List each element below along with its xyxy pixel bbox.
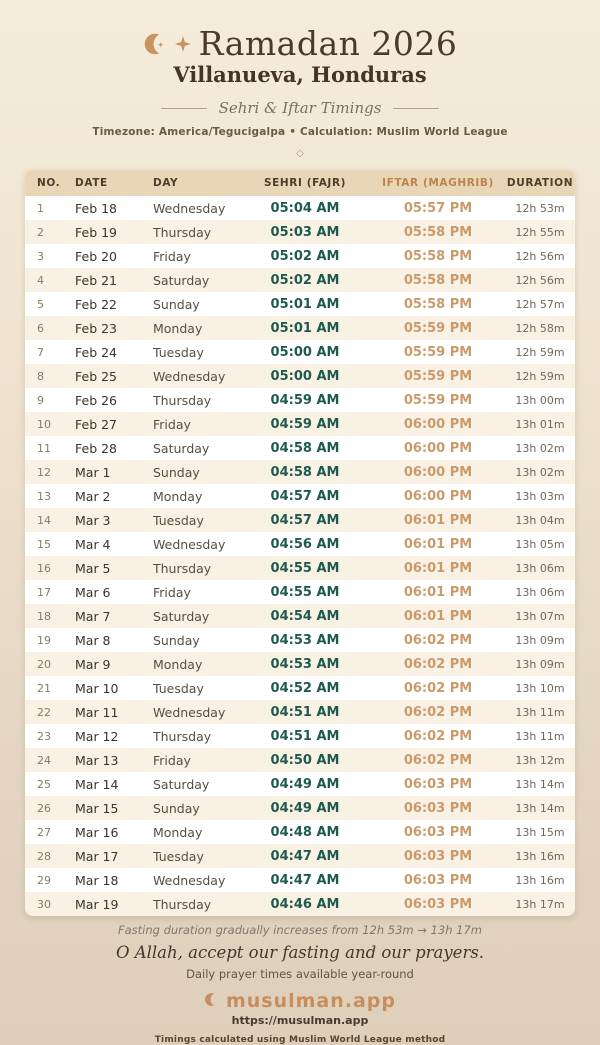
timings-table — [25, 170, 575, 916]
day-cell: Saturday — [153, 776, 210, 792]
iftar-time-cell: 05:59 PM — [403, 368, 473, 384]
row-number-cell: 22 — [37, 705, 51, 719]
iftar-time-cell: 05:57 PM — [403, 200, 473, 216]
iftar-time-cell: 05:58 PM — [403, 272, 473, 288]
iftar-time-cell: 06:01 PM — [403, 560, 473, 576]
brand-line — [116, 990, 484, 1012]
table-row — [25, 316, 575, 340]
table-row — [25, 556, 575, 580]
row-number-cell: 11 — [37, 441, 51, 455]
iftar-time-cell: 06:02 PM — [403, 680, 473, 696]
iftar-time-cell: 06:01 PM — [403, 536, 473, 552]
table-row — [25, 436, 575, 460]
day-cell: Friday — [153, 584, 191, 600]
iftar-time-cell: 06:02 PM — [403, 656, 473, 672]
row-number-cell: 5 — [37, 297, 44, 311]
row-number-cell: 15 — [37, 537, 51, 551]
day-cell: Sunday — [153, 800, 200, 816]
date-cell: Mar 5 — [75, 560, 111, 576]
iftar-time-cell: 06:03 PM — [403, 776, 473, 792]
date-cell: Mar 19 — [75, 896, 119, 912]
iftar-time-cell: 06:02 PM — [403, 704, 473, 720]
date-cell: Feb 27 — [75, 416, 118, 432]
sehri-time-cell: 05:02 AM — [270, 248, 340, 264]
day-cell: Tuesday — [153, 680, 204, 696]
sehri-time-cell: 04:52 AM — [270, 680, 340, 696]
day-cell: Thursday — [153, 224, 212, 240]
day-cell: Tuesday — [153, 512, 204, 528]
row-number-cell: 18 — [37, 609, 51, 623]
day-cell: Thursday — [153, 560, 212, 576]
sehri-time-cell: 05:00 AM — [270, 368, 340, 384]
date-cell: Mar 18 — [75, 872, 119, 888]
iftar-time-cell: 06:03 PM — [403, 872, 473, 888]
iftar-time-cell: 05:59 PM — [403, 320, 473, 336]
timings-subtitle: Sehri & Iftar Timings — [218, 99, 382, 118]
row-number-cell: 9 — [37, 393, 44, 407]
row-number-cell: 13 — [37, 489, 51, 503]
date-cell: Mar 13 — [75, 752, 119, 768]
page-title: Ramadan 2026 — [198, 24, 458, 63]
row-number-cell: 2 — [37, 225, 44, 239]
day-cell: Friday — [153, 752, 191, 768]
table-row — [25, 844, 575, 868]
duration-cell: 13h 11m — [515, 705, 565, 719]
date-cell: Feb 20 — [75, 248, 118, 264]
duration-cell: 12h 56m — [515, 249, 565, 263]
iftar-time-cell: 05:59 PM — [403, 344, 473, 360]
date-cell: Mar 17 — [75, 848, 119, 864]
table-row — [25, 412, 575, 436]
sehri-time-cell: 04:49 AM — [270, 800, 340, 816]
date-cell: Mar 11 — [75, 704, 119, 720]
day-cell: Sunday — [153, 464, 200, 480]
table-row — [25, 700, 575, 724]
day-cell: Monday — [153, 824, 203, 840]
duration-cell: 12h 55m — [515, 225, 565, 239]
table-header — [25, 170, 575, 196]
sehri-time-cell: 05:03 AM — [270, 224, 340, 240]
row-number-cell: 1 — [37, 201, 44, 215]
iftar-time-cell: 06:02 PM — [403, 632, 473, 648]
day-cell: Tuesday — [153, 848, 204, 864]
iftar-time-cell: 06:00 PM — [403, 416, 473, 432]
row-number-cell: 10 — [37, 417, 51, 431]
col-header-sehri: SEHRI (FAJR) — [239, 170, 371, 196]
duration-cell: 13h 12m — [515, 753, 565, 767]
timings-table-body — [25, 196, 575, 916]
day-cell: Wednesday — [153, 368, 226, 384]
iftar-time-cell: 06:00 PM — [403, 488, 473, 504]
table-row — [25, 724, 575, 748]
date-cell: Mar 8 — [75, 632, 111, 648]
day-cell: Monday — [153, 656, 203, 672]
date-cell: Mar 3 — [75, 512, 111, 528]
date-cell: Feb 22 — [75, 296, 118, 312]
iftar-time-cell: 06:01 PM — [403, 512, 473, 528]
sehri-time-cell: 04:59 AM — [270, 416, 340, 432]
iftar-time-cell: 05:58 PM — [403, 296, 473, 312]
sehri-time-cell: 04:48 AM — [270, 824, 340, 840]
sehri-time-cell: 04:51 AM — [270, 728, 340, 744]
row-number-cell: 3 — [37, 249, 44, 263]
brand-name: musulman.app — [225, 990, 397, 1012]
date-cell: Mar 7 — [75, 608, 111, 624]
duration-cell: 13h 15m — [515, 825, 565, 839]
date-cell: Mar 2 — [75, 488, 111, 504]
row-number-cell: 23 — [37, 729, 51, 743]
duration-cell: 13h 06m — [515, 585, 565, 599]
row-number-cell: 21 — [37, 681, 51, 695]
fasting-duration-note: Fasting duration gradually increases from 12h 53m → 13h 17m — [117, 923, 482, 937]
duration-cell: 13h 00m — [515, 393, 565, 407]
table-row — [25, 868, 575, 892]
section-divider — [92, 99, 507, 117]
col-header-date: DATE — [63, 170, 141, 196]
location-subtitle: Villanueva, Honduras — [173, 62, 427, 87]
sehri-time-cell: 05:02 AM — [270, 272, 340, 288]
duration-cell: 13h 06m — [515, 561, 565, 575]
table-header-row — [25, 170, 575, 196]
row-number-cell: 30 — [37, 897, 51, 911]
table-row — [25, 268, 575, 292]
sehri-time-cell: 04:46 AM — [270, 896, 340, 912]
timings-card — [25, 170, 575, 916]
date-cell: Mar 9 — [75, 656, 111, 672]
day-cell: Friday — [153, 248, 191, 264]
col-header-iftar: IFTAR (MAGHRIB) — [371, 170, 505, 196]
iftar-time-cell: 06:00 PM — [403, 464, 473, 480]
brand-crescent-icon — [204, 992, 219, 1011]
day-cell: Thursday — [153, 392, 212, 408]
row-number-cell: 17 — [37, 585, 51, 599]
iftar-time-cell: 06:02 PM — [403, 728, 473, 744]
duration-cell: 13h 05m — [515, 537, 565, 551]
day-cell: Sunday — [153, 296, 200, 312]
sparkle-icon — [175, 36, 191, 52]
row-number-cell: 28 — [37, 849, 51, 863]
table-row — [25, 676, 575, 700]
calculation-method-note: Timings calculated using Muslim World League method — [154, 1035, 446, 1045]
table-row — [25, 340, 575, 364]
table-row — [25, 892, 575, 916]
table-row — [25, 628, 575, 652]
day-cell: Tuesday — [153, 344, 204, 360]
row-number-cell: 4 — [37, 273, 44, 287]
sehri-time-cell: 05:01 AM — [270, 320, 340, 336]
table-row — [25, 388, 575, 412]
date-cell: Feb 25 — [75, 368, 118, 384]
duration-cell: 13h 09m — [515, 633, 565, 647]
col-header-day: DAY — [141, 170, 239, 196]
duration-cell: 13h 17m — [515, 897, 565, 911]
iftar-time-cell: 05:58 PM — [403, 224, 473, 240]
table-row — [25, 796, 575, 820]
sehri-time-cell: 04:49 AM — [270, 776, 340, 792]
table-row — [25, 652, 575, 676]
day-cell: Thursday — [153, 728, 212, 744]
iftar-time-cell: 06:03 PM — [403, 824, 473, 840]
row-number-cell: 6 — [37, 321, 44, 335]
duration-cell: 13h 02m — [515, 465, 565, 479]
duration-cell: 13h 07m — [515, 609, 565, 623]
sehri-time-cell: 04:50 AM — [270, 752, 340, 768]
page-footer — [116, 923, 484, 1045]
date-cell: Mar 16 — [75, 824, 119, 840]
day-cell: Wednesday — [153, 704, 226, 720]
duration-cell: 13h 01m — [515, 417, 565, 431]
duration-cell: 13h 16m — [515, 849, 565, 863]
table-row — [25, 292, 575, 316]
crescent-moon-icon — [143, 32, 167, 56]
iftar-time-cell: 05:59 PM — [403, 392, 473, 408]
day-cell: Saturday — [153, 608, 210, 624]
iftar-time-cell: 06:02 PM — [403, 752, 473, 768]
table-row — [25, 460, 575, 484]
sehri-time-cell: 05:04 AM — [270, 200, 340, 216]
iftar-time-cell: 06:01 PM — [403, 584, 473, 600]
row-number-cell: 27 — [37, 825, 51, 839]
iftar-time-cell: 06:03 PM — [403, 800, 473, 816]
day-cell: Sunday — [153, 632, 200, 648]
row-number-cell: 14 — [37, 513, 51, 527]
sehri-time-cell: 04:53 AM — [270, 656, 340, 672]
day-cell: Wednesday — [153, 536, 226, 552]
duration-cell: 13h 11m — [515, 729, 565, 743]
col-header-duration: DURATION — [505, 170, 575, 196]
duration-cell: 12h 58m — [515, 321, 565, 335]
iftar-time-cell: 06:01 PM — [403, 608, 473, 624]
sehri-time-cell: 05:00 AM — [270, 344, 340, 360]
date-cell: Feb 24 — [75, 344, 118, 360]
date-cell: Feb 19 — [75, 224, 118, 240]
day-cell: Wednesday — [153, 872, 226, 888]
duration-cell: 12h 59m — [515, 345, 565, 359]
date-cell: Feb 26 — [75, 392, 118, 408]
table-row — [25, 484, 575, 508]
row-number-cell: 16 — [37, 561, 51, 575]
sehri-time-cell: 04:59 AM — [270, 392, 340, 408]
day-cell: Monday — [153, 488, 203, 504]
duration-cell: 13h 04m — [515, 513, 565, 527]
table-row — [25, 508, 575, 532]
row-number-cell: 29 — [37, 873, 51, 887]
table-row — [25, 580, 575, 604]
row-number-cell: 12 — [37, 465, 51, 479]
divider-line-right — [393, 108, 439, 109]
duration-cell: 13h 10m — [515, 681, 565, 695]
date-cell: Mar 1 — [75, 464, 111, 480]
duration-cell: 13h 14m — [515, 777, 565, 791]
row-number-cell: 25 — [37, 777, 51, 791]
sehri-time-cell: 04:47 AM — [270, 848, 340, 864]
table-row — [25, 364, 575, 388]
row-number-cell: 7 — [37, 345, 44, 359]
date-cell: Mar 15 — [75, 800, 119, 816]
row-number-cell: 20 — [37, 657, 51, 671]
table-row — [25, 220, 575, 244]
iftar-time-cell: 06:00 PM — [403, 440, 473, 456]
divider-line-left — [161, 108, 207, 109]
sehri-time-cell: 04:58 AM — [270, 440, 340, 456]
day-cell: Saturday — [153, 440, 210, 456]
day-cell: Saturday — [153, 272, 210, 288]
day-cell: Monday — [153, 320, 203, 336]
diamond-ornament: ◇ — [296, 148, 304, 160]
duration-cell: 12h 57m — [515, 297, 565, 311]
row-number-cell: 24 — [37, 753, 51, 767]
duration-cell: 13h 14m — [515, 801, 565, 815]
sehri-time-cell: 04:57 AM — [270, 512, 340, 528]
sehri-time-cell: 04:55 AM — [270, 584, 340, 600]
iftar-time-cell: 06:03 PM — [403, 896, 473, 912]
sehri-time-cell: 04:55 AM — [270, 560, 340, 576]
duration-cell: 13h 02m — [515, 441, 565, 455]
title-line — [92, 24, 507, 63]
day-cell: Thursday — [153, 896, 212, 912]
date-cell: Mar 12 — [75, 728, 119, 744]
sehri-time-cell: 04:51 AM — [270, 704, 340, 720]
availability-note: Daily prayer times available year-round — [186, 967, 414, 981]
date-cell: Feb 21 — [75, 272, 118, 288]
iftar-time-cell: 05:58 PM — [403, 248, 473, 264]
col-header-no: NO. — [25, 170, 63, 196]
sehri-time-cell: 05:01 AM — [270, 296, 340, 312]
date-cell: Feb 18 — [75, 200, 118, 216]
table-row — [25, 244, 575, 268]
day-cell: Friday — [153, 416, 191, 432]
table-row — [25, 532, 575, 556]
table-row — [25, 604, 575, 628]
sehri-time-cell: 04:57 AM — [270, 488, 340, 504]
row-number-cell: 19 — [37, 633, 51, 647]
sehri-time-cell: 04:53 AM — [270, 632, 340, 648]
sehri-time-cell: 04:54 AM — [270, 608, 340, 624]
timezone-calculation-meta: Timezone: America/Tegucigalpa • Calculation: Muslim World League — [92, 126, 508, 139]
date-cell: Feb 23 — [75, 320, 118, 336]
date-cell: Mar 10 — [75, 680, 119, 696]
duration-cell: 12h 56m — [515, 273, 565, 287]
table-row — [25, 748, 575, 772]
dua-quote: O Allah, accept our fasting and our prayers. — [115, 943, 485, 962]
brand-url: https://musulman.app — [231, 1014, 369, 1027]
duration-cell: 12h 53m — [515, 201, 565, 215]
duration-cell: 13h 09m — [515, 657, 565, 671]
sehri-time-cell: 04:56 AM — [270, 536, 340, 552]
table-row — [25, 772, 575, 796]
duration-cell: 13h 03m — [515, 489, 565, 503]
sehri-time-cell: 04:47 AM — [270, 872, 340, 888]
date-cell: Mar 4 — [75, 536, 111, 552]
page-header — [92, 0, 507, 159]
duration-cell: 13h 16m — [515, 873, 565, 887]
table-row — [25, 196, 575, 220]
sehri-time-cell: 04:58 AM — [270, 464, 340, 480]
date-cell: Mar 6 — [75, 584, 111, 600]
row-number-cell: 26 — [37, 801, 51, 815]
day-cell: Wednesday — [153, 200, 226, 216]
row-number-cell: 8 — [37, 369, 44, 383]
duration-cell: 12h 59m — [515, 369, 565, 383]
date-cell: Mar 14 — [75, 776, 119, 792]
date-cell: Feb 28 — [75, 440, 118, 456]
table-row — [25, 820, 575, 844]
iftar-time-cell: 06:03 PM — [403, 848, 473, 864]
